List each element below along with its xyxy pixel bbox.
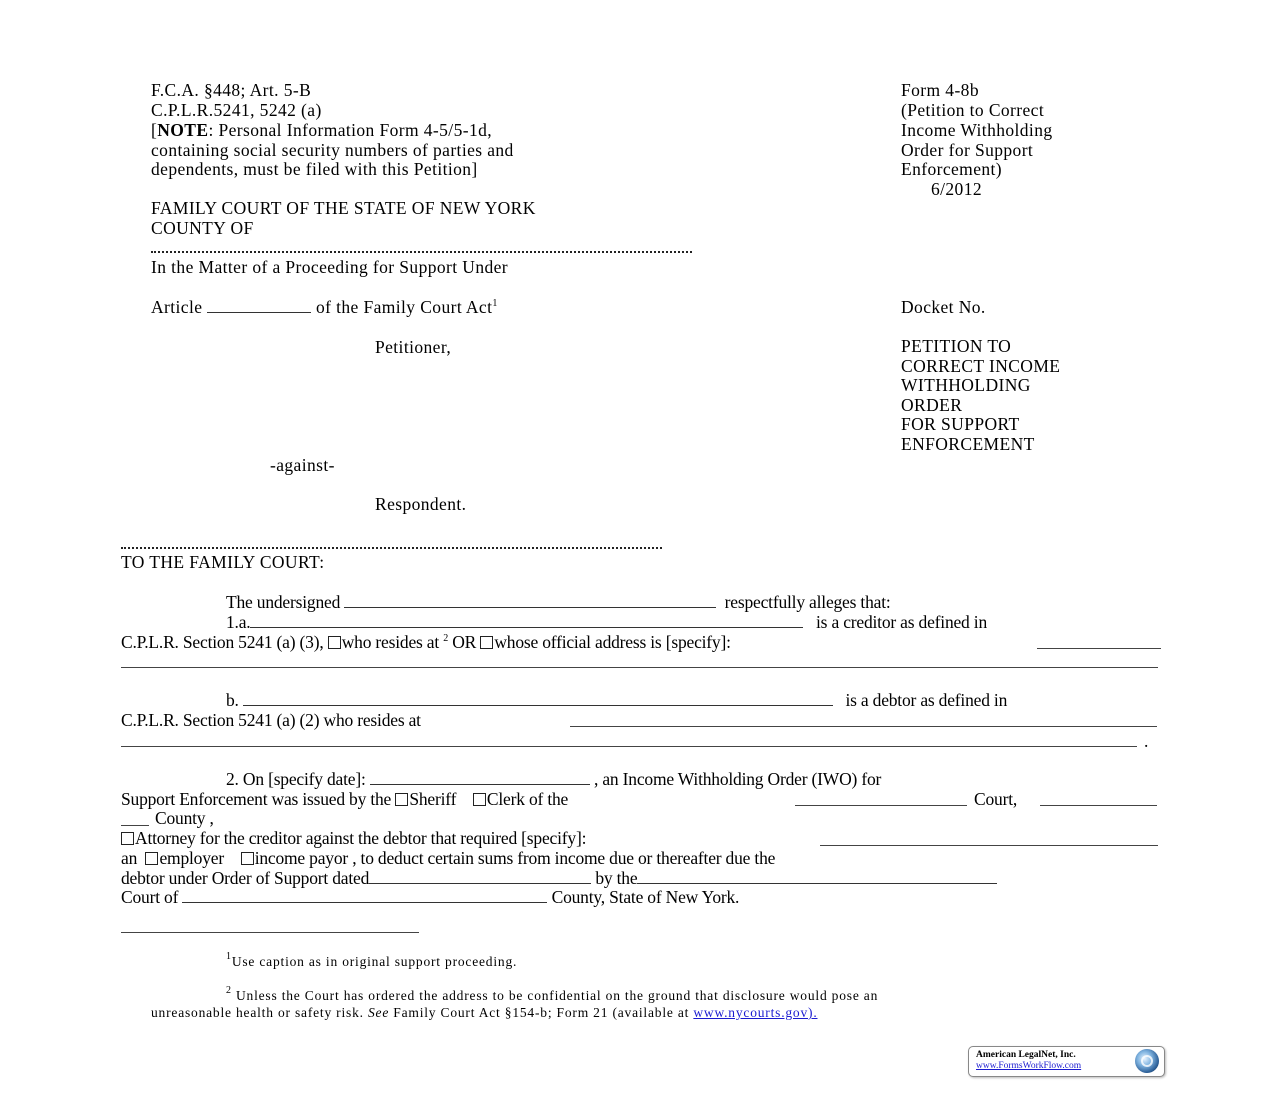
para-2-suffix: , an Income Withholding Order (IWO) for [594, 769, 882, 789]
footnote-ref-2: 2 [443, 633, 449, 644]
form-description-1: (Petition to Correct [901, 100, 1045, 120]
income-payor-checkbox[interactable] [241, 852, 254, 865]
official-address-checkbox[interactable] [480, 636, 493, 649]
issuing-court-field[interactable] [637, 869, 997, 884]
para-1a-statute: C.P.L.R. Section 5241 (a) (3), [121, 632, 324, 652]
petitioner-label: Petitioner, [375, 337, 452, 357]
para-1a-suffix: is a creditor as defined in [816, 612, 987, 632]
article-line [151, 297, 498, 317]
statute-citation-2: C.P.L.R.5241, 5242 (a) [151, 100, 322, 120]
court-of-label: Court of [121, 887, 179, 907]
clerk-court-field[interactable] [795, 805, 967, 806]
footnote-separator [121, 932, 419, 933]
nycourts-link[interactable]: www.nycourts.gov). [693, 1005, 818, 1020]
employer-label: employer [159, 848, 224, 868]
para-2-line4 [121, 828, 586, 848]
article-label: Article [151, 297, 203, 317]
para-1a-line2 [121, 632, 731, 652]
footnote-1-text: Use caption as in original support proceeding. [231, 954, 518, 969]
official-address-label: whose official address is [specify]: [494, 632, 731, 652]
order-date-field[interactable] [369, 869, 591, 884]
or-label: OR [452, 632, 477, 652]
footnote-2-text-1: Unless the Court has ordered the address to be confidential on the ground that disclosure would pose an [231, 988, 879, 1003]
employer-checkbox[interactable] [145, 852, 158, 865]
para-1a-line1 [226, 612, 987, 632]
footnote-1 [226, 952, 517, 972]
clerk-county-field-1[interactable] [1040, 805, 1157, 806]
article-suffix: of the Family Court Act [315, 297, 493, 317]
docket-label: Docket No. [901, 297, 986, 317]
undersigned-prefix: The undersigned [226, 592, 341, 612]
watermark-company: American LegalNet, Inc. [976, 1050, 1076, 1060]
county-label: COUNTY OF [151, 218, 254, 238]
form-description-3: Order for Support [901, 140, 1034, 160]
form-revision-date: 6/2012 [931, 179, 983, 199]
iwo-requirement-field[interactable] [820, 845, 1158, 846]
matter-text: In the Matter of a Proceeding for Support Under [151, 257, 509, 277]
note-text-2: containing social security numbers of parties and [151, 140, 514, 160]
petition-title-6: ENFORCEMENT [901, 434, 1035, 454]
form-description-2: Income Withholding [901, 120, 1053, 140]
county-state-label: County, State of New York. [551, 887, 740, 907]
footnote-2-text-3: Family Court Act §154-b; Form 21 (available at [389, 1005, 694, 1020]
para-1b-suffix: is a debtor as defined in [845, 690, 1008, 710]
filing-note [151, 120, 492, 140]
article-number-field[interactable] [207, 298, 311, 313]
para-2-line7 [121, 887, 739, 907]
court-label: Court, [974, 789, 1018, 809]
sheriff-label: Sheriff [409, 789, 457, 809]
caption-divider-bottom [121, 547, 662, 549]
para-1b-label: b. [226, 690, 239, 710]
para-2-line5 [121, 848, 775, 868]
resides-at-checkbox[interactable] [328, 636, 341, 649]
para-1b-statute: C.P.L.R. Section 5241 (a) (2) who resides at [121, 710, 421, 730]
petition-title-3: WITHHOLDING [901, 375, 1031, 395]
debtor-name-field[interactable] [243, 691, 833, 706]
note-label: NOTE [157, 120, 209, 140]
against-label: -against- [270, 455, 335, 475]
note-text-3: dependents, must be filed with this Petition] [151, 159, 478, 179]
para-2-line6 [121, 868, 997, 888]
court-county-field[interactable] [182, 888, 547, 903]
resides-at-label: who resides at [341, 632, 440, 652]
order-dated-label: debtor under Order of Support dated [121, 868, 370, 888]
footnote-2-line2 [151, 1003, 818, 1023]
creditor-address-field-2[interactable] [121, 667, 1158, 668]
american-legalnet-watermark[interactable] [968, 1046, 1165, 1077]
debtor-address-field-2[interactable] [121, 746, 1137, 747]
caption-divider-top [151, 251, 692, 253]
issued-by-label: Support Enforcement was issued by the [121, 789, 392, 809]
by-the-label: by the [595, 868, 638, 888]
para-1a-label: 1.a. [226, 612, 251, 632]
watermark-url[interactable]: www.FormsWorkFlow.com [976, 1061, 1082, 1071]
attorney-label: Attorney for the creditor against the debtor that required [specify]: [135, 828, 587, 848]
respondent-label: Respondent. [375, 494, 467, 514]
note-bracket: [ [151, 120, 158, 140]
undersigned-line [226, 592, 891, 612]
form-description-4: Enforcement) [901, 159, 1002, 179]
para-2-line1 [226, 769, 881, 789]
court-name: FAMILY COURT OF THE STATE OF NEW YORK [151, 198, 536, 218]
income-payor-label: income payor , to deduct certain sums from income due or thereafter due the [254, 848, 776, 868]
debtor-address-field-1[interactable] [570, 726, 1157, 727]
form-number: Form 4-8b [901, 80, 979, 100]
an-label: an [121, 848, 138, 868]
petitioner-name-field[interactable] [344, 593, 716, 608]
para-2-line2 [121, 789, 568, 809]
county-suffix: County , [155, 808, 214, 828]
footnote-ref-1: 1 [492, 298, 498, 309]
globe-logo-icon [1135, 1049, 1159, 1073]
note-text-1: : Personal Information Form 4-5/5-1d, [208, 120, 493, 140]
petition-title-4: ORDER [901, 395, 963, 415]
creditor-address-field-1[interactable] [1037, 648, 1161, 649]
para-1b-line1 [226, 690, 1007, 710]
petition-title-5: FOR SUPPORT [901, 414, 1020, 434]
para-2-prefix: 2. On [specify date]: [226, 769, 366, 789]
clerk-checkbox[interactable] [473, 793, 486, 806]
petition-title-1: PETITION TO [901, 336, 1012, 356]
creditor-name-field[interactable] [250, 613, 803, 628]
para-1b-period: . [1144, 731, 1149, 751]
iwo-date-field[interactable] [370, 770, 590, 785]
sheriff-checkbox[interactable] [395, 793, 408, 806]
attorney-checkbox[interactable] [121, 832, 134, 845]
footnote-2-marker: 2 [226, 985, 232, 996]
statute-citation-1: F.C.A. §448; Art. 5-B [151, 80, 312, 100]
footnote-1-marker: 1 [226, 951, 232, 962]
footnote-2-text-2: unreasonable health or safety risk. [151, 1005, 368, 1020]
petition-title-2: CORRECT INCOME [901, 356, 1061, 376]
para-1b-line2 [121, 710, 421, 730]
salutation: TO THE FAMILY COURT: [121, 552, 325, 572]
undersigned-suffix: respectfully alleges that: [724, 592, 891, 612]
clerk-label: Clerk of the [486, 789, 569, 809]
see-signal: See [367, 1005, 390, 1020]
clerk-county-field-2[interactable] [121, 825, 149, 826]
